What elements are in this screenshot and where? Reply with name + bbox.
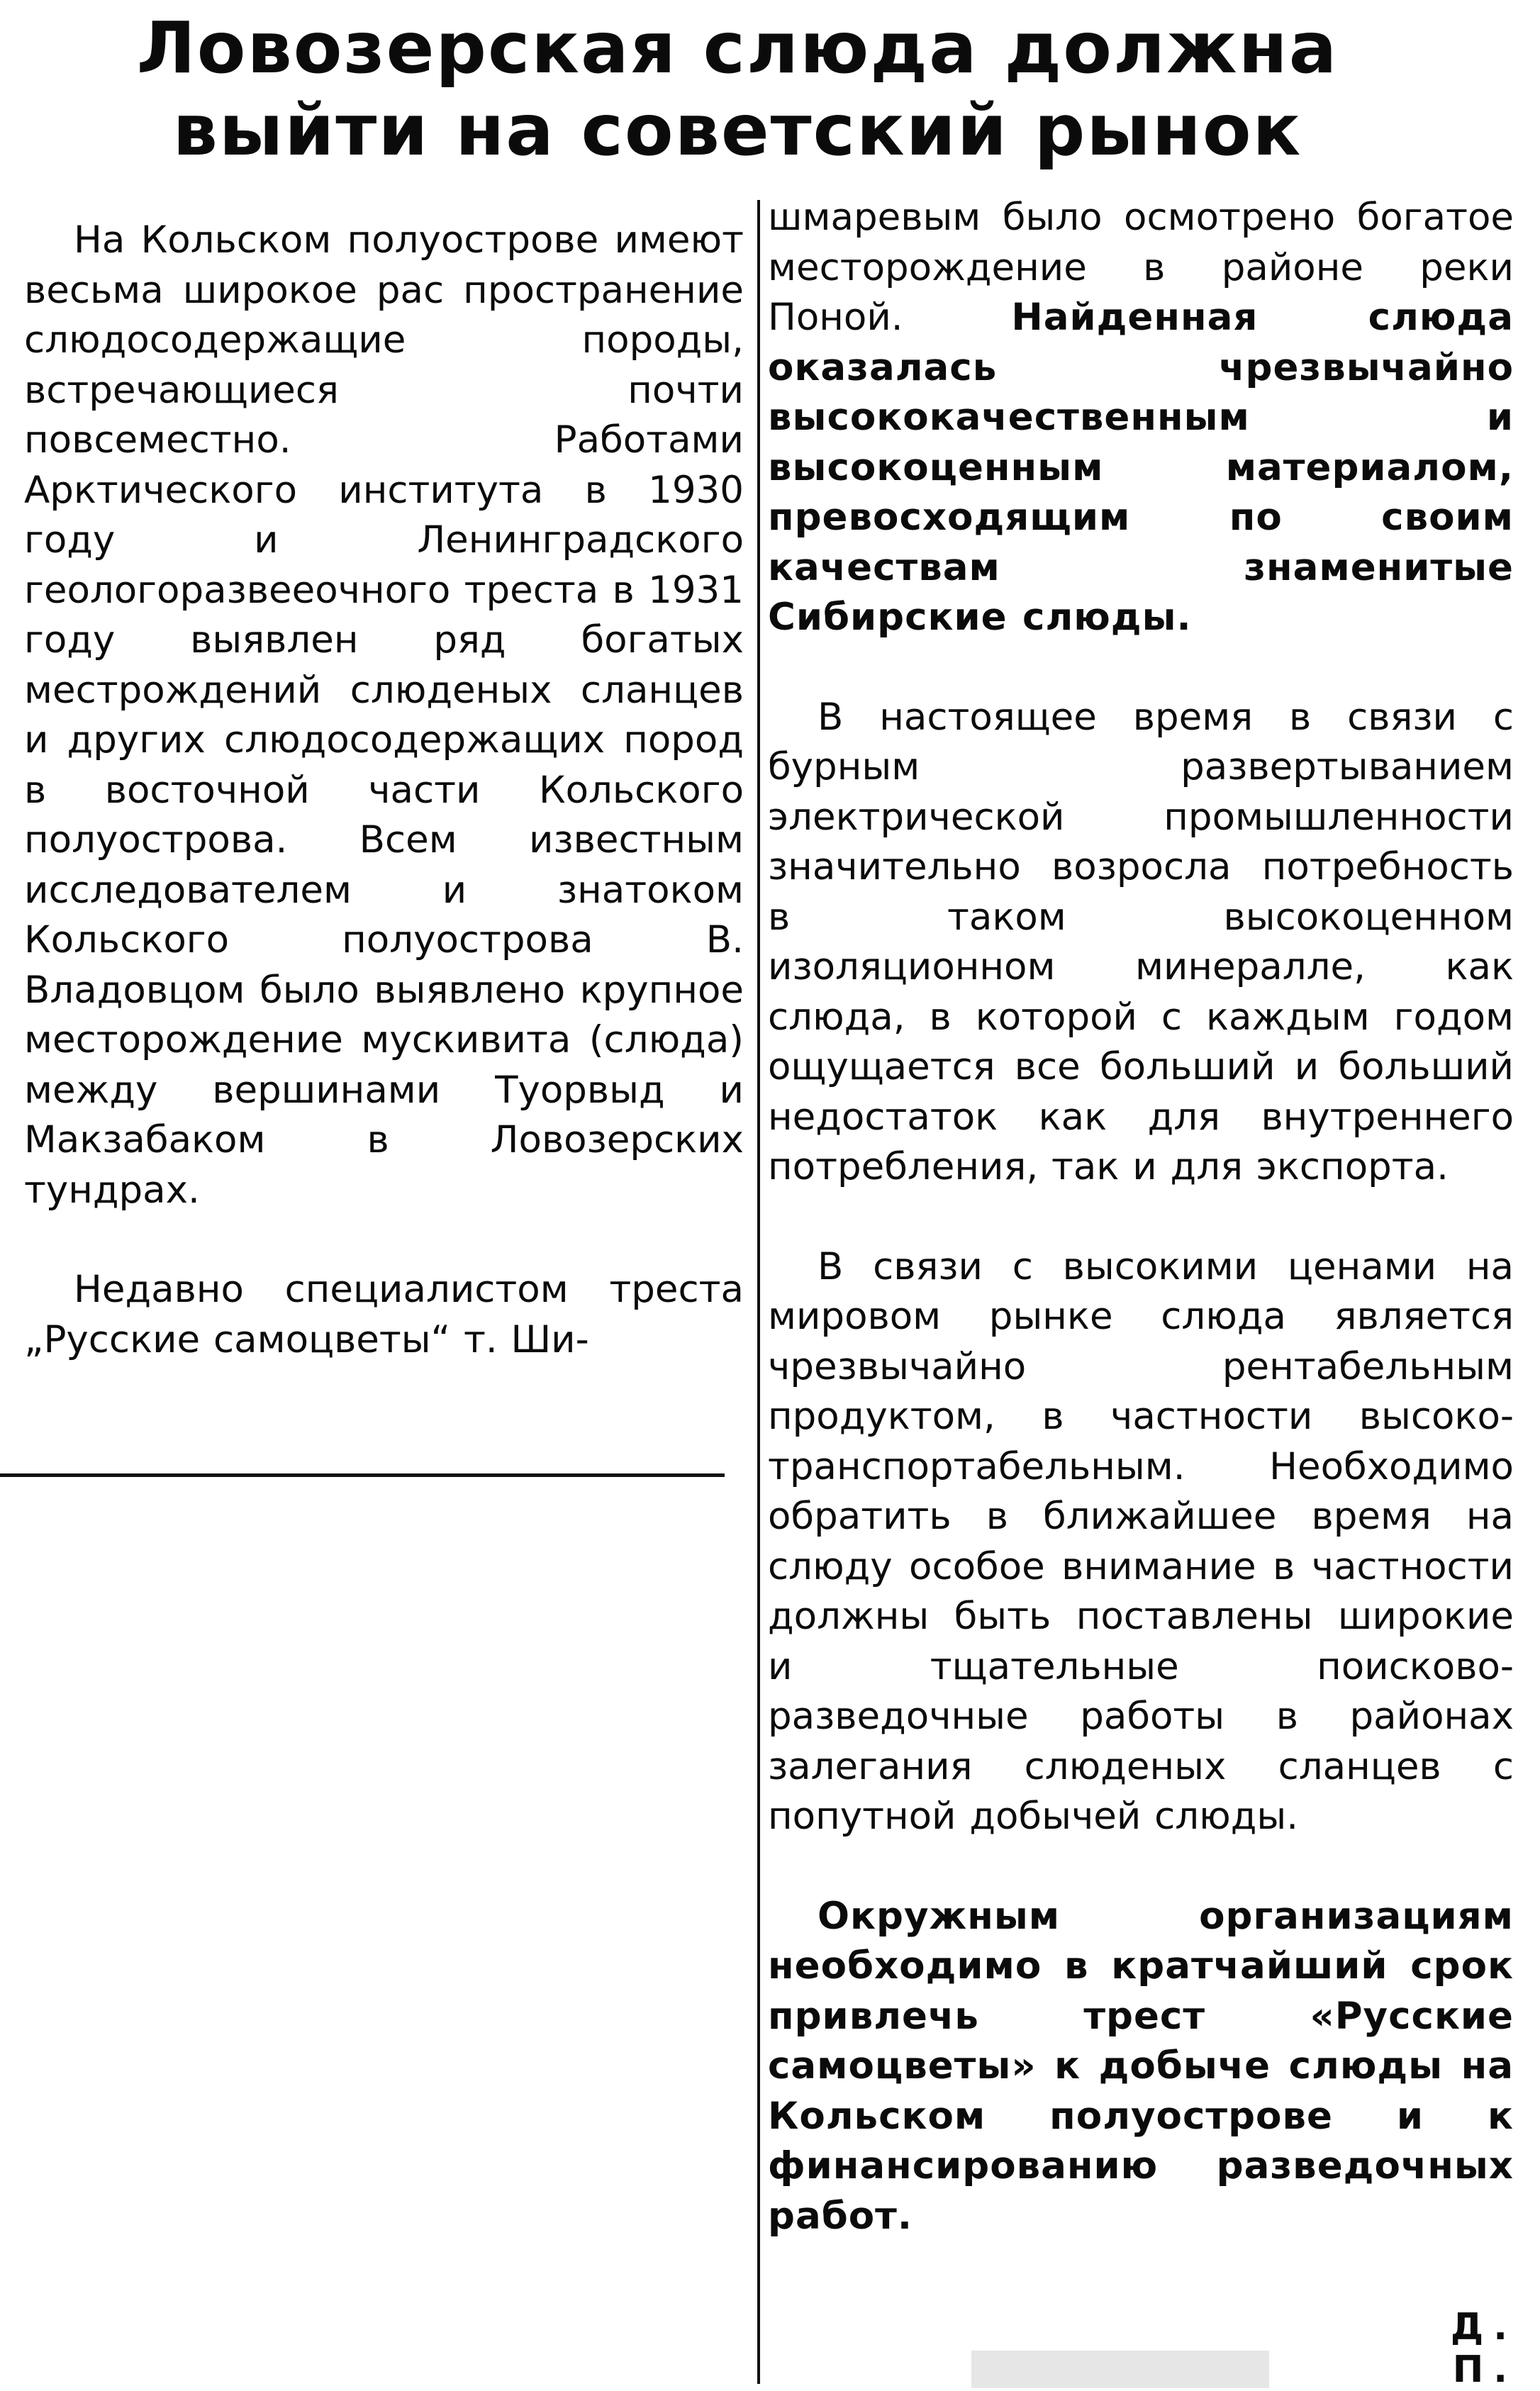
paragraph-specialist: Недавно специалистом треста „Русские самоцветы“ т. Ши-: [24, 1268, 744, 1361]
paragraph-market: В связи с высокими ценами на мировом рынке слюда является чрезвычайно рентабельным продуктом, в частности высоко-транспортабельным. Необходимо обратить в ближайшее время на слюду особое внимание в частности должны быть поставлены широкие и тщательные поисково-разведочные работы в районах залегания слюденых сланцев с попутной добычей слюды.: [768, 1244, 1514, 1838]
paragraph-demand: В настоящее время в связи с бурным развертыванием электрической промышленности значительно возросла потребность в таком высокоценном изоляционном минералле, как слюда, в которой с каждым годом ощущается все больший и больший недостаток как для внутреннего потребления, так и для экспорта.: [768, 695, 1514, 1188]
headline-line-2: выйти на советский рынок: [172, 89, 1302, 172]
paragraph-findings: [768, 193, 1514, 643]
article-headline: [99, 7, 1376, 172]
author-signature: Д. П.: [1450, 2306, 1517, 2391]
archive-mark: [971, 2351, 1269, 2388]
column-divider: [757, 200, 760, 2384]
paragraph-intro: На Кольском полуострове имеют весьма широкое рас пространение слюдосодержащие породы, встречающиеся почти повсеместно. Работами Арктического института в 1930 году и Ленинградского геологоразвееочного треста в 1931 году выявлен ряд богатых местрождений слюденых сланцев и других слюдосодержащих пород в восточной части Кольского полуострова. Всем известным исследователем и знатоком Кольского полуострова В. Владовцом было выявлено крупное месторождение мускивита (слюда) между вершинами Туорвыд и Макзабаком в Ловозерских тундрах.: [24, 218, 744, 1212]
headline-line-1: Ловозерская слюда должна: [136, 6, 1339, 89]
paragraph-call-to-action: Окружным организациям необходимо в кратчайший срок привлечь трест «Русские самоцветы» к добыче слюды на Кольском полуострове и к финансированию разведочных работ.: [768, 1894, 1514, 2238]
left-column: [24, 216, 744, 1365]
article-end-rule: [0, 1473, 725, 1477]
right-column: [768, 193, 1514, 2241]
findings-regular-text: шмаревым было осмотрено богатое месторождение в районе реки Поной.: [768, 196, 1514, 339]
findings-bold-text: Найденная слюда оказалась чрезвычайно высококачественным и высокоценным материалом, превосходящим по своим качествам знаменитые Сибирские слюды.: [768, 296, 1514, 639]
